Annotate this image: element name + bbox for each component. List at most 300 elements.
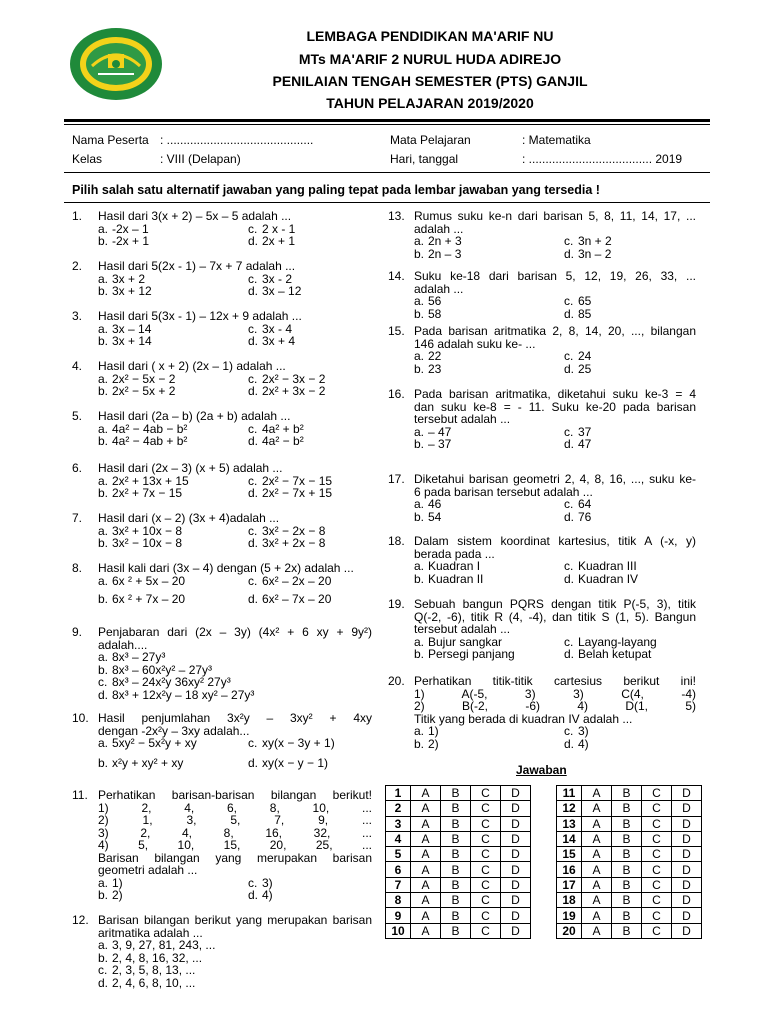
- option-text: 2n + 3: [428, 234, 462, 248]
- option-text: 5xy² − 5x²y + xy: [112, 736, 197, 750]
- option-row: [98, 335, 372, 348]
- answer-choice[interactable]: A: [411, 862, 441, 877]
- option-letter: a.: [98, 650, 109, 664]
- answer-number: 1: [386, 786, 411, 801]
- header-line-3: PENILAIAN TENGAH SEMESTER (PTS) GANJIL: [272, 73, 588, 89]
- question-text-line: Hasil kali dari (3x – 4) dengan (5 + 2x) adalah ...: [98, 561, 354, 575]
- option-letter: c.: [248, 573, 258, 588]
- answer-choice[interactable]: A: [411, 816, 441, 831]
- option-letter: c.: [248, 371, 258, 386]
- answer-choice[interactable]: B: [441, 847, 471, 862]
- answer-choice[interactable]: C: [471, 923, 501, 938]
- option-row: [414, 573, 696, 586]
- option-row: [414, 511, 696, 524]
- option-row: [98, 285, 372, 298]
- option-letter: b.: [98, 234, 109, 248]
- answer-number: 4: [386, 831, 411, 846]
- option-letter: c.: [98, 675, 108, 689]
- answer-choice[interactable]: B: [441, 801, 471, 816]
- question-number: 6.: [72, 461, 83, 475]
- answer-choice[interactable]: A: [582, 877, 612, 892]
- answer-choice[interactable]: D: [672, 831, 702, 846]
- option-letter: b.: [414, 361, 425, 376]
- option-letter: d.: [248, 284, 259, 298]
- option-letter: d.: [564, 509, 575, 524]
- answer-number: 18: [557, 893, 582, 908]
- question-body: [414, 325, 696, 375]
- answer-choice[interactable]: A: [582, 862, 612, 877]
- answer-choice[interactable]: D: [672, 893, 702, 908]
- question-text-line: 4) 5, 10, 15, 20, 25, ...: [98, 838, 372, 852]
- question-number: 8.: [72, 561, 83, 575]
- question-body: [98, 462, 372, 500]
- info-rule-top: [64, 172, 710, 173]
- answer-choice[interactable]: C: [471, 862, 501, 877]
- option-text: 76: [578, 509, 592, 524]
- answer-choice[interactable]: C: [642, 786, 672, 801]
- option-text: 2 x - 1: [262, 221, 296, 236]
- question-text-line: adalah ...: [414, 221, 464, 236]
- option-letter: d.: [248, 591, 259, 606]
- question-text-line: 2) 1, 3, 5, 7, 9, ...: [98, 813, 372, 827]
- option-letter: c.: [248, 736, 258, 750]
- nama-value: : ............................................: [160, 133, 314, 147]
- answer-choice[interactable]: D: [672, 862, 702, 877]
- option-text: 3x + 12: [112, 284, 152, 298]
- option-letter: a.: [414, 424, 425, 439]
- answer-choice[interactable]: C: [471, 786, 501, 801]
- hari-label: Hari, tanggal: [390, 152, 459, 166]
- option-row: [98, 235, 372, 248]
- option-row: [414, 308, 696, 321]
- question-number: 7.: [72, 511, 83, 525]
- answer-choice[interactable]: D: [501, 923, 531, 938]
- answer-choice[interactable]: A: [411, 908, 441, 923]
- option-text: – 37: [428, 437, 452, 451]
- option-text: 4a² + b²: [262, 421, 304, 436]
- option-text: 8x³ – 24x²y 36xy² 27y³: [112, 675, 231, 689]
- option-letter: a.: [98, 271, 109, 286]
- option-text: 3x – 12: [262, 284, 302, 298]
- answer-number: 15: [557, 847, 582, 862]
- option-text: 85: [578, 306, 592, 321]
- answer-choice[interactable]: A: [582, 816, 612, 831]
- option-text: 6x ² + 5x – 20: [112, 573, 186, 588]
- answer-choice[interactable]: C: [471, 893, 501, 908]
- question-number: 18.: [388, 534, 405, 548]
- option-letter: a.: [98, 421, 109, 436]
- question-text-line: 1) 2, 4, 6, 8, 10, ...: [98, 800, 372, 815]
- answer-choice[interactable]: D: [501, 816, 531, 831]
- option-text: 3x² + 2x − 8: [262, 536, 326, 550]
- option-text: 54: [428, 509, 442, 524]
- option-letter: a.: [98, 573, 109, 588]
- question-text-line: Penjabaran dari (2x – 3y) (4x² + 6 xy + 9y²): [98, 625, 372, 639]
- option-text: 58: [428, 306, 442, 321]
- option-letter: c.: [248, 271, 258, 286]
- option-letter: c.: [564, 559, 574, 573]
- question-number: 19.: [388, 597, 405, 611]
- option-text: 4a² − 4ab − b²: [112, 421, 188, 436]
- option-text: Kuadran II: [428, 571, 484, 586]
- option-text: 3x - 2: [262, 271, 293, 286]
- option-row: [98, 651, 372, 664]
- option-text: 2x² + 7x − 15: [112, 486, 183, 500]
- answer-choice[interactable]: C: [642, 908, 672, 923]
- header-line-1: LEMBAGA PENDIDIKAN MA'ARIF NU: [306, 28, 554, 44]
- answer-choice[interactable]: B: [612, 847, 642, 862]
- mapel-value: : Matematika: [522, 133, 591, 147]
- option-text: 8x³ + 12x²y – 18 xy² – 27y³: [112, 687, 255, 702]
- jawaban-title: Jawaban: [516, 763, 567, 777]
- question-text-line: Titik yang berada di kuadran IV adalah ...: [414, 711, 633, 726]
- answer-number: 12: [557, 801, 582, 816]
- answer-choice[interactable]: B: [612, 893, 642, 908]
- option-letter: c.: [564, 724, 574, 738]
- answer-choice[interactable]: C: [642, 862, 672, 877]
- header-rule-thin: [64, 124, 710, 125]
- option-row: [98, 939, 372, 952]
- question-text-line: Perhatikan barisan-barisan bilangan berikut!: [98, 788, 372, 802]
- option-text: Kuadran III: [578, 559, 637, 573]
- option-letter: b.: [98, 591, 109, 606]
- option-letter: d.: [98, 687, 109, 702]
- answer-row: [557, 816, 702, 831]
- question-number: 9.: [72, 625, 83, 639]
- answer-row: [557, 862, 702, 877]
- question-number: 17.: [388, 472, 405, 486]
- option-letter: b.: [414, 306, 425, 321]
- option-text: 2, 4, 6, 8, 10, ...: [112, 975, 196, 990]
- question-body: [414, 598, 696, 661]
- kelas-value: : VIII (Delapan): [160, 152, 241, 166]
- option-letter: d.: [564, 246, 575, 261]
- option-row: [414, 725, 696, 738]
- answer-choice[interactable]: C: [471, 831, 501, 846]
- question-text-line: Hasil penjumlahan 3x²y – 3xy² + 4xy: [98, 711, 372, 725]
- option-text: 4a² − b²: [262, 434, 304, 448]
- question-text-line: 3) 2, 4, 8, 16, 32, ...: [98, 825, 372, 840]
- option-letter: c.: [564, 424, 574, 439]
- option-letter: c.: [564, 294, 574, 308]
- answer-choice[interactable]: D: [672, 923, 702, 938]
- answer-choice[interactable]: B: [441, 816, 471, 831]
- option-letter: d.: [564, 647, 575, 661]
- option-row: [98, 737, 372, 757]
- option-letter: b.: [98, 756, 109, 770]
- question-text-line: Rumus suku ke-n dari barisan 5, 8, 11, 14, 17, ...: [414, 209, 696, 223]
- answer-number: 9: [386, 908, 411, 923]
- option-letter: b.: [98, 434, 109, 448]
- option-letter: b.: [98, 284, 109, 298]
- answer-choice[interactable]: A: [582, 831, 612, 846]
- option-row: [98, 385, 372, 398]
- option-row: [98, 877, 372, 890]
- option-letter: a.: [98, 523, 109, 538]
- question-text-line: Hasil dari 5(2x - 1) – 7x + 7 adalah ...: [98, 259, 296, 273]
- answer-choice[interactable]: A: [582, 893, 612, 908]
- answer-choice[interactable]: C: [642, 831, 672, 846]
- question-text-line: 1) A(-5, 3) 3) C(4, -4): [414, 686, 696, 701]
- header-rule-thick: [64, 119, 710, 122]
- option-letter: d.: [564, 306, 575, 321]
- question-text-line: Hasil dari (2x – 3) (x + 5) adalah ...: [98, 461, 283, 475]
- answer-choice[interactable]: D: [672, 877, 702, 892]
- option-text: Kuadran I: [428, 559, 481, 573]
- answer-choice[interactable]: C: [642, 816, 672, 831]
- answer-choice[interactable]: D: [501, 847, 531, 862]
- answer-choice[interactable]: B: [441, 831, 471, 846]
- answer-number: 3: [386, 816, 411, 831]
- question-text-line: tersebut adalah ...: [414, 412, 511, 426]
- option-text: 47: [578, 437, 592, 451]
- question-body: [98, 626, 372, 701]
- option-letter: a.: [414, 634, 425, 649]
- question-text-line: Pada barisan aritmatika, diketahui suku ke-3 = 4: [414, 387, 696, 401]
- question-text-line: geometri adalah ...: [98, 863, 198, 877]
- question-body: [414, 535, 696, 585]
- option-text: Belah ketupat: [578, 647, 652, 661]
- answer-choice[interactable]: A: [582, 847, 612, 862]
- question-number: 16.: [388, 387, 405, 401]
- answer-choice[interactable]: D: [501, 862, 531, 877]
- answer-choice[interactable]: D: [672, 816, 702, 831]
- answer-choice[interactable]: B: [612, 862, 642, 877]
- option-text: 8x³ – 27y³: [112, 650, 166, 664]
- question-body: [98, 210, 372, 248]
- option-text: 23: [428, 361, 442, 376]
- answer-number: 14: [557, 831, 582, 846]
- answer-row: [386, 816, 531, 831]
- answer-choice[interactable]: B: [612, 801, 642, 816]
- question-number: 3.: [72, 309, 83, 323]
- option-letter: c.: [248, 221, 258, 236]
- question-body: [414, 270, 696, 320]
- answer-row: [386, 862, 531, 877]
- answer-row: [386, 847, 531, 862]
- answer-choice[interactable]: C: [471, 877, 501, 892]
- answer-choice[interactable]: A: [411, 786, 441, 801]
- option-text: 3x + 4: [262, 334, 296, 348]
- question-body: [414, 388, 696, 451]
- answer-choice[interactable]: A: [582, 801, 612, 816]
- header-line-4: TAHUN PELAJARAN 2019/2020: [326, 95, 534, 111]
- answer-choice[interactable]: D: [501, 893, 531, 908]
- answer-choice[interactable]: A: [582, 923, 612, 938]
- question-text-line: Sebuah bangun PQRS dengan titik P(-5, 3), titik: [414, 597, 696, 611]
- option-letter: d.: [564, 736, 575, 751]
- answer-choice[interactable]: C: [642, 847, 672, 862]
- option-text: -2x + 1: [112, 234, 150, 248]
- option-letter: d.: [248, 756, 259, 770]
- question-text-line: berada pada ...: [414, 546, 495, 561]
- answer-number: 11: [557, 786, 582, 801]
- answer-choice[interactable]: B: [612, 831, 642, 846]
- option-text: x²y + xy² + xy: [112, 756, 184, 770]
- option-row: [98, 537, 372, 550]
- answer-choice[interactable]: D: [672, 908, 702, 923]
- answer-choice[interactable]: C: [471, 908, 501, 923]
- kelas-label: Kelas: [72, 152, 103, 166]
- answer-choice[interactable]: B: [612, 923, 642, 938]
- question-number: 14.: [388, 269, 405, 283]
- answer-row: [386, 877, 531, 892]
- option-letter: d.: [248, 888, 259, 902]
- answer-choice[interactable]: A: [411, 923, 441, 938]
- question-text-line: dan suku ke-8 = - 11. Suku ke-20 pada barisan: [414, 399, 696, 414]
- answer-row: [557, 786, 702, 801]
- option-letter: a.: [98, 221, 109, 236]
- option-text: Persegi panjang: [428, 647, 515, 661]
- hari-value: : ..................................... 2019: [522, 152, 683, 166]
- option-text: 4): [578, 736, 589, 751]
- answer-row: [557, 801, 702, 816]
- answer-row: [557, 847, 702, 862]
- question-text-line: tersebut adalah ...: [414, 622, 511, 636]
- header-line-2: MTs MA'ARIF 2 NURUL HUDA ADIREJO: [298, 51, 562, 67]
- option-text: 3): [578, 724, 589, 738]
- answer-choice[interactable]: A: [411, 893, 441, 908]
- answer-row: [557, 893, 702, 908]
- option-text: 6x² – 2x – 20: [262, 573, 332, 588]
- option-row: [98, 977, 372, 990]
- answer-choice[interactable]: C: [642, 923, 672, 938]
- answer-choice[interactable]: C: [471, 801, 501, 816]
- answer-choice[interactable]: C: [471, 847, 501, 862]
- question-text-line: aritmatika adalah ...: [98, 925, 203, 940]
- option-text: 24: [578, 349, 592, 363]
- answer-choice[interactable]: B: [612, 877, 642, 892]
- option-text: xy(x − 3y + 1): [262, 736, 335, 750]
- option-letter: b.: [414, 571, 425, 586]
- question-text-line: adalah....: [98, 637, 148, 652]
- answer-choice[interactable]: A: [411, 801, 441, 816]
- option-letter: b.: [98, 950, 109, 965]
- answer-choice[interactable]: C: [471, 816, 501, 831]
- answer-number: 8: [386, 893, 411, 908]
- option-text: 25: [578, 361, 592, 376]
- answer-choice[interactable]: B: [612, 816, 642, 831]
- question-body: [98, 310, 372, 348]
- answer-choice[interactable]: C: [642, 801, 672, 816]
- option-letter: a.: [98, 736, 109, 750]
- question-body: [98, 789, 372, 902]
- option-text: – 47: [428, 424, 452, 439]
- option-letter: a.: [414, 559, 425, 573]
- answer-choice[interactable]: D: [501, 801, 531, 816]
- answer-choice[interactable]: B: [441, 908, 471, 923]
- answer-number: 20: [557, 923, 582, 938]
- answer-choice[interactable]: D: [672, 786, 702, 801]
- question-number: 5.: [72, 409, 83, 423]
- option-text: 2n – 3: [428, 246, 462, 261]
- answer-choice[interactable]: D: [501, 908, 531, 923]
- option-text: 3x - 4: [262, 321, 293, 336]
- answer-choice[interactable]: B: [612, 908, 642, 923]
- answer-choice[interactable]: A: [411, 831, 441, 846]
- option-letter: a.: [98, 371, 109, 386]
- answer-number: 7: [386, 877, 411, 892]
- option-letter: c.: [248, 321, 258, 336]
- answer-choice[interactable]: A: [411, 877, 441, 892]
- option-row: [414, 648, 696, 661]
- option-row: [414, 235, 696, 248]
- option-letter: d.: [248, 384, 259, 398]
- option-letter: a.: [414, 724, 425, 738]
- option-letter: d.: [98, 975, 109, 990]
- answer-choice[interactable]: D: [501, 831, 531, 846]
- answer-choice[interactable]: B: [612, 786, 642, 801]
- option-letter: a.: [98, 321, 109, 336]
- answer-row: [557, 831, 702, 846]
- option-letter: d.: [564, 437, 575, 451]
- option-text: 3): [262, 875, 273, 890]
- option-row: [98, 889, 372, 902]
- answer-choice[interactable]: D: [501, 877, 531, 892]
- question-text-line: Hasil dari ( x + 2) (2x – 1) adalah ...: [98, 359, 286, 373]
- option-text: 56: [428, 294, 442, 308]
- question-body: [98, 360, 372, 398]
- option-text: 2x² − 7x − 15: [262, 473, 333, 488]
- option-text: 8x³ – 60x²y² – 27y³: [112, 662, 213, 677]
- option-text: 6x ² + 7x – 20: [112, 591, 186, 606]
- answer-row: [557, 877, 702, 892]
- answer-row: [386, 831, 531, 846]
- option-letter: c.: [564, 634, 574, 649]
- option-row: [98, 757, 372, 777]
- question-text-line: Hasil dari 3(x + 2) – 5x – 5 adalah ...: [98, 209, 292, 223]
- question-number: 4.: [72, 359, 83, 373]
- option-letter: a.: [98, 473, 109, 488]
- answer-choice[interactable]: B: [441, 786, 471, 801]
- option-text: 46: [428, 497, 442, 511]
- question-body: [98, 512, 372, 550]
- answer-choice[interactable]: A: [411, 847, 441, 862]
- option-text: 3x² − 2x − 8: [262, 523, 326, 538]
- option-text: 65: [578, 294, 592, 308]
- answer-choice[interactable]: D: [672, 847, 702, 862]
- answer-choice[interactable]: C: [642, 893, 672, 908]
- option-text: 2, 3, 5, 8, 13, ...: [112, 963, 196, 977]
- answer-choice[interactable]: A: [582, 786, 612, 801]
- answer-row: [386, 801, 531, 816]
- answer-choice[interactable]: A: [582, 908, 612, 923]
- answer-row: [386, 923, 531, 938]
- option-text: 4): [262, 888, 273, 902]
- answer-choice[interactable]: C: [642, 877, 672, 892]
- answer-choice[interactable]: B: [441, 923, 471, 938]
- answer-choice[interactable]: B: [441, 893, 471, 908]
- option-text: 2): [112, 888, 123, 902]
- question-number: 15.: [388, 324, 405, 338]
- option-letter: b.: [414, 246, 425, 261]
- answer-table-right: [556, 785, 702, 939]
- question-text-line: Dalam sistem koordinat kartesius, titik A (-x, y): [414, 534, 696, 548]
- option-row: [414, 438, 696, 451]
- option-text: 2x² − 7x + 15: [262, 486, 333, 500]
- option-text: 2): [428, 736, 439, 751]
- question-number: 1.: [72, 209, 83, 223]
- maarif-nu-logo-icon: [68, 26, 164, 102]
- option-letter: a.: [98, 938, 109, 952]
- answer-choice[interactable]: B: [441, 862, 471, 877]
- instruction: Pilih salah satu alternatif jawaban yang paling tepat pada lembar jawaban yang tersedia !: [72, 183, 600, 197]
- answer-choice[interactable]: B: [441, 877, 471, 892]
- answer-choice[interactable]: D: [672, 801, 702, 816]
- option-text: 2x² + 13x + 15: [112, 473, 189, 488]
- answer-choice[interactable]: D: [501, 786, 531, 801]
- question-text-line: Perhatikan titik-titik cartesius berikut ini!: [414, 674, 696, 688]
